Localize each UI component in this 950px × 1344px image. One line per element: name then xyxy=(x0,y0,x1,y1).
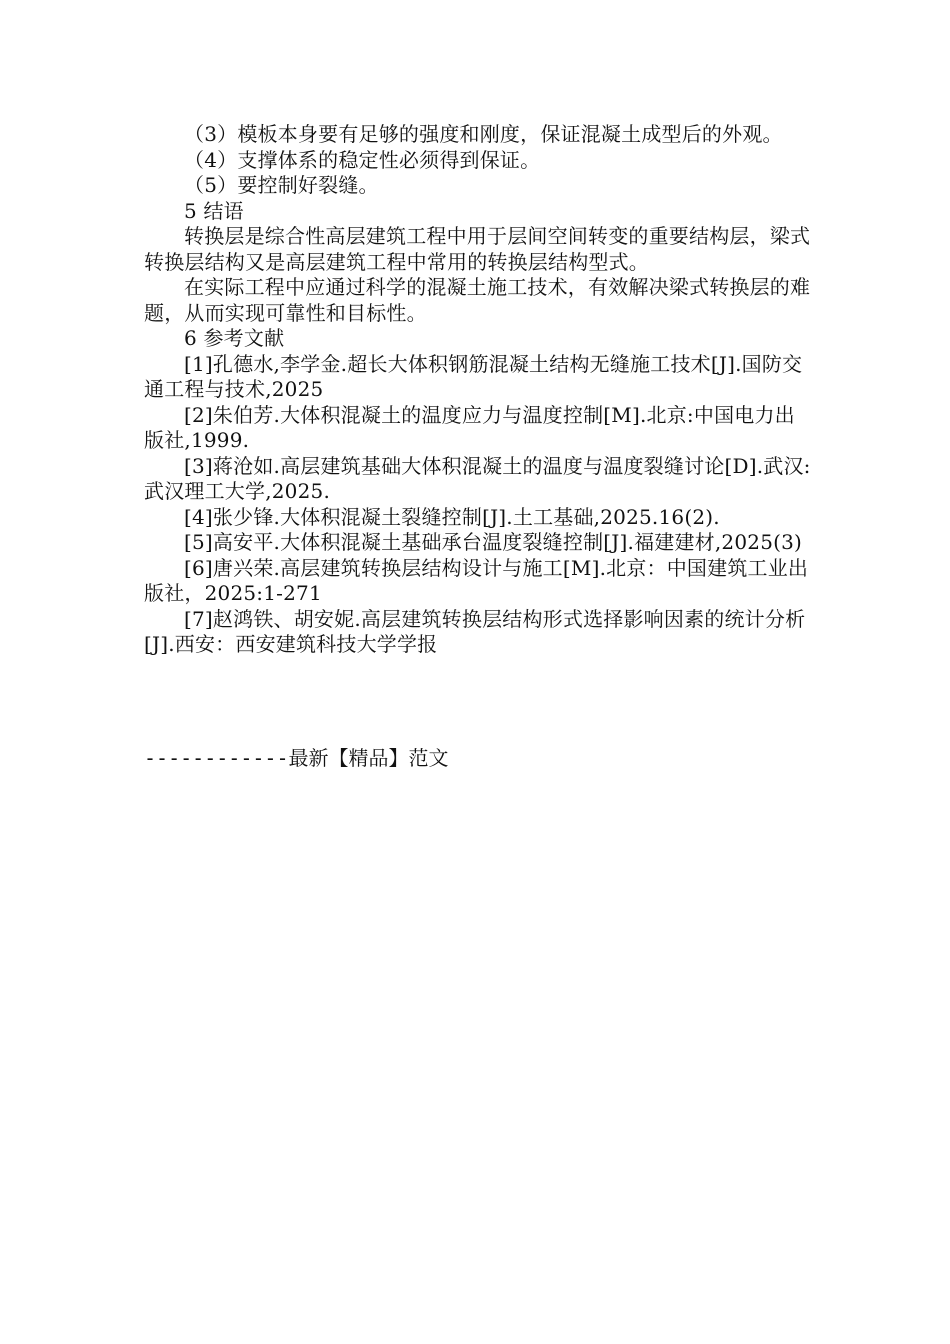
reference-item-3: [3]蒋沧如.高层建筑基础大体积混凝土的温度与温度裂缝讨论[D].武汉:武汉理工大学,2025. xyxy=(144,453,811,503)
references-heading: 6 参考文献 xyxy=(184,326,285,350)
conclusion-heading: 5 结语 xyxy=(184,198,244,223)
reference-item-6: [6]唐兴荣.高层建筑转换层结构设计与施工[M].北京：中国建筑工业出版社，2025:1-271 xyxy=(144,555,809,605)
reference-item-5: [5]高安平.大体积混凝土基础承台温度裂缝控制[J].福建建材,2025(3) xyxy=(184,530,803,554)
reference-item-1: [1]孔德水,李学金.超长大体积钢筋混凝土结构无缝施工技术[J].国防交通工程与技术,2025 xyxy=(144,351,803,401)
reference-item-2: [2]朱伯芳.大体积混凝土的温度应力与温度控制[M].北京:中国电力出版社,1999. xyxy=(144,402,795,452)
paragraph-crack-control: （5）要控制好裂缝。 xyxy=(184,173,379,197)
footer-text: 最新【精品】范文 xyxy=(288,746,449,770)
document-body xyxy=(144,122,814,658)
reference-item-4: [4]张少锋.大体积混凝土裂缝控制[J].土工基础,2025.16(2). xyxy=(184,504,720,529)
paragraph-support-stability: （4）支撑体系的稳定性必须得到保证。 xyxy=(184,147,541,172)
reference-item-7: [7]赵鸿铁、胡安妮.高层建筑转换层结构形式选择影响因素的统计分析[J].西安：西安建筑科技大学学报 xyxy=(144,606,806,656)
footer-banner xyxy=(144,745,449,771)
paragraph-template-strength: （3）模板本身要有足够的强度和刚度，保证混凝土成型后的外观。 xyxy=(184,122,783,146)
conclusion-paragraph-1: 转换层是综合性高层建筑工程中用于层间空间转变的重要结构层，梁式转换层结构又是高层建筑工程中常用的转换层结构型式。 xyxy=(144,224,811,274)
footer-dashes: ------------ xyxy=(144,746,289,770)
conclusion-paragraph-2: 在实际工程中应通过科学的混凝土施工技术，有效解决梁式转换层的难题，从而实现可靠性和目标性。 xyxy=(144,275,811,325)
